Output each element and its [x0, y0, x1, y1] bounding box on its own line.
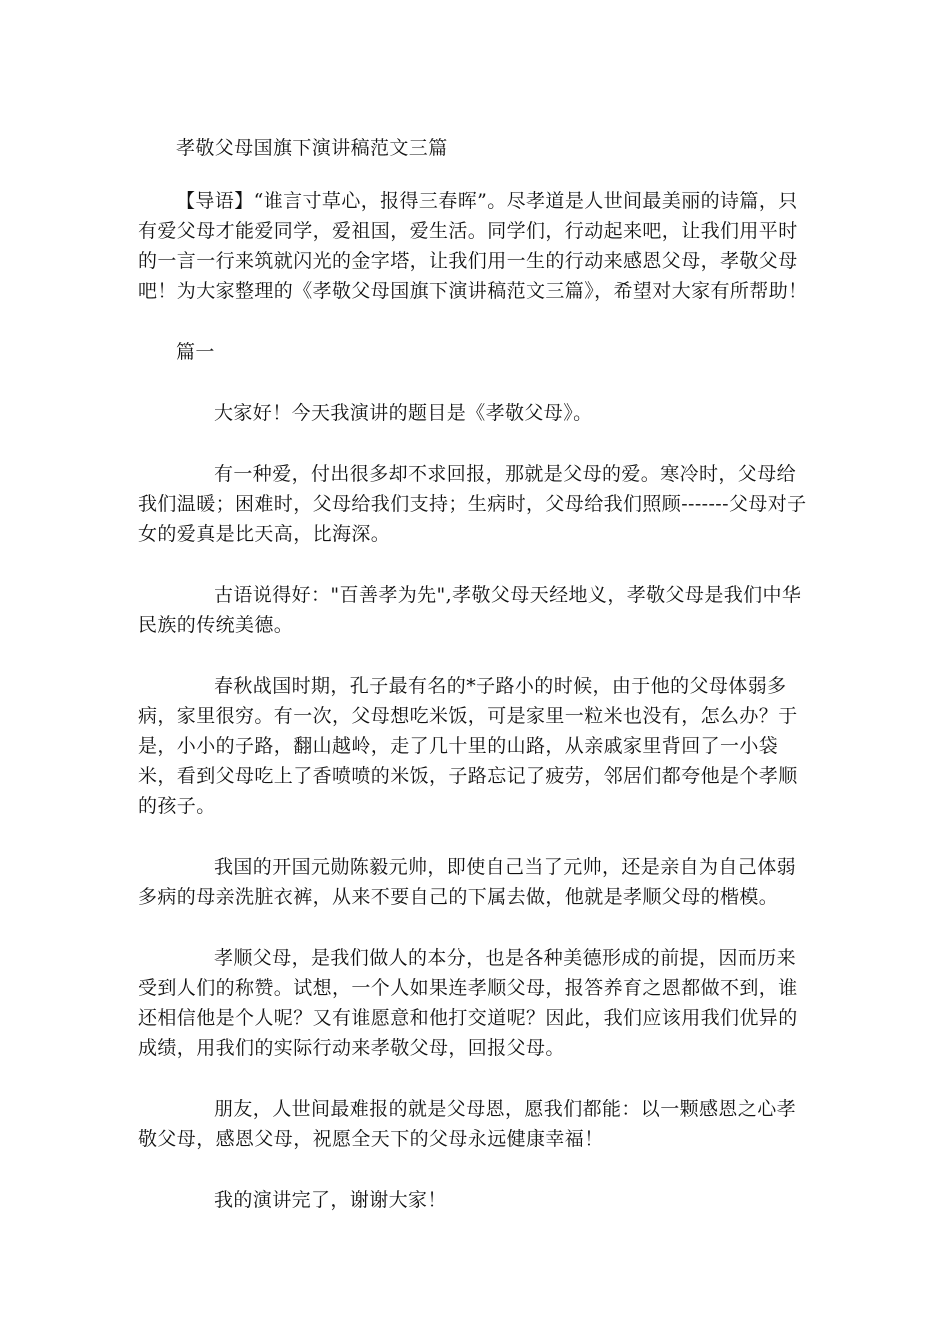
paragraph-filial-duty: 孝顺父母，是我们做人的本分，也是各种美德形成的前提，因而历来受到人们的称赞。试想，一个人如果连孝顺父母，报答养育之恩都做不到，谁还相信他是个人呢？又有谁愿意和他打交道呢？因此，我们应该用我们优异的成绩，用我们的实际行动来孝敬父母，回报父母。 [138, 947, 798, 1059]
document-body [138, 133, 810, 1246]
paragraph-wishes: 朋友，人世间最难报的就是父母恩，愿我们都能：以一颗感恩之心孝敬父母，感恩父母，祝愿全天下的父母永远健康幸福！ [138, 1098, 797, 1150]
paragraph-chen-yi: 我国的开国元勋陈毅元帅，即使自己当了元帅，还是亲自为自己体弱多病的母亲洗脏衣裤，从来不要自己的下属去做，他就是孝顺父母的楷模。 [138, 856, 797, 908]
paragraph-closing: 我的演讲完了，谢谢大家！ [214, 1189, 447, 1211]
document-title: 孝敬父母国旗下演讲稿范文三篇 [176, 137, 448, 159]
paragraph-zilu-story: 春秋战国时期，孔子最有名的*子路小的时候，由于他的父母体弱多病，家里很穷。有一次，父母想吃米饭，可是家里一粒米也没有，怎么办？于是，小小的子路，翻山越岭，走了几十里的山路，从亲戚家里背回了一小袋米，看到父母吃上了香喷喷的米饭，子路忘记了疲劳，邻居们都夸他是个孝顺的孩子。 [138, 675, 798, 817]
intro-paragraph: 【导语】“谁言寸草心，报得三春晖”。尽孝道是人世间最美丽的诗篇，只有爱父母才能爱同学，爱祖国，爱生活。同学们，行动起来吧，让我们用平时的一言一行来筑就闪光的金字塔，让我们用一生的行动来感恩父母，孝敬父母吧！为大家整理的《孝敬父母国旗下演讲稿范文三篇》，希望对大家有所帮助！ [138, 190, 808, 302]
section-heading: 篇一 [176, 341, 215, 363]
paragraph-greeting: 大家好！今天我演讲的题目是《孝敬父母》。 [214, 402, 593, 424]
paragraph-parental-love: 有一种爱，付出很多却不求回报，那就是父母的爱。寒冷时，父母给我们温暖；困难时，父母给我们支持；生病时，父母给我们照顾-------父母对子女的爱真是比天高，比海深。 [138, 463, 807, 545]
paragraph-ancient-saying: 古语说得好："百善孝为先",孝敬父母天经地义，孝敬父母是我们中华民族的传统美德。 [138, 584, 802, 636]
